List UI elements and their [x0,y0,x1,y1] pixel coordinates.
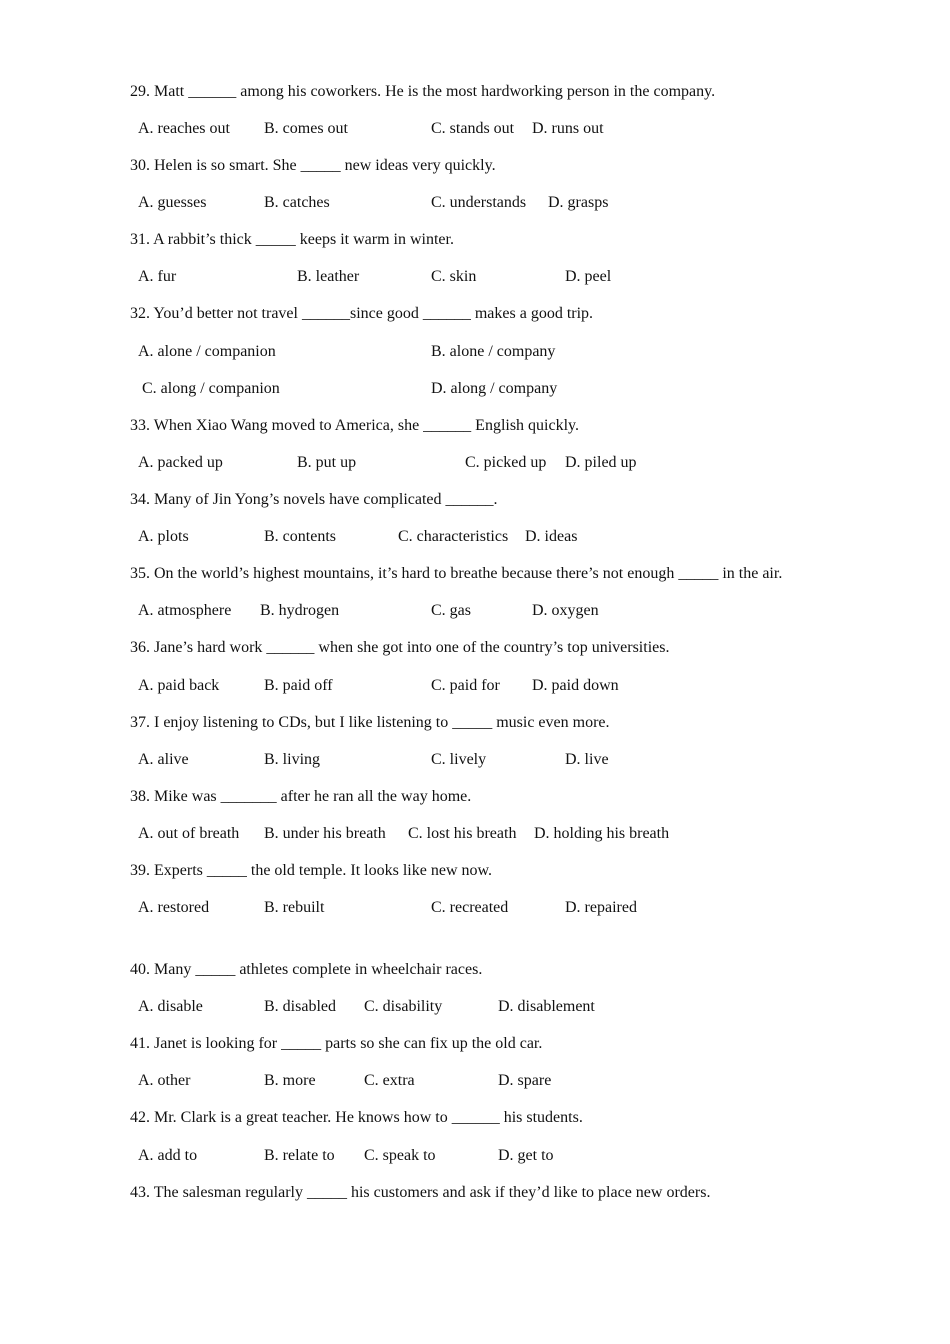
question-41: 41. Janet is looking for _____ parts so she can fix up the old car. [130,1035,543,1052]
option-32-a: A. alone / companion [138,343,276,360]
question-31: 31. A rabbit’s thick _____ keeps it warm in winter. [130,231,454,248]
option-34-b: B. contents [264,528,336,545]
question-37: 37. I enjoy listening to CDs, but I like listening to _____ music even more. [130,714,610,731]
option-29-c: C. stands out [431,120,515,137]
option-39-d: D. repaired [565,899,637,916]
option-30-a: A. guesses [138,194,207,211]
option-33-a: A. packed up [138,454,223,471]
question-32: 32. You’d better not travel ______since good ______ makes a good trip. [130,305,594,322]
option-34-c: C. characteristics [398,528,509,545]
option-31-c: C. skin [431,268,477,285]
option-42-b: B. relate to [264,1147,335,1164]
option-40-b: B. disabled [264,998,336,1015]
option-41-c: C. extra [364,1072,415,1089]
question-40: 40. Many _____ athletes complete in wheelchair races. [130,961,483,978]
question-38: 38. Mike was _______ after he ran all the way home. [130,788,472,805]
option-29-d: D. runs out [532,120,604,137]
option-38-d: D. holding his breath [534,825,670,842]
question-30: 30. Helen is so smart. She _____ new ideas very quickly. [130,157,496,174]
option-33-d: D. piled up [565,454,637,471]
option-35-c: C. gas [431,602,471,619]
option-36-c: C. paid for [431,677,500,694]
option-31-a: A. fur [138,268,177,285]
option-36-a: A. paid back [138,677,220,694]
option-36-b: B. paid off [264,677,333,694]
option-42-d: D. get to [498,1147,554,1164]
option-35-d: D. oxygen [532,602,599,619]
question-34: 34. Many of Jin Yong’s novels have complicated ______. [130,491,498,508]
option-39-a: A. restored [138,899,210,916]
question-39: 39. Experts _____ the old temple. It looks like new now. [130,862,493,879]
option-37-b: B. living [264,751,321,768]
option-32-b: B. alone / company [431,343,556,360]
question-42: 42. Mr. Clark is a great teacher. He knows how to ______ his students. [130,1109,583,1126]
option-37-d: D. live [565,751,609,768]
question-43: 43. The salesman regularly _____ his customers and ask if they’d like to place new orders. [130,1184,711,1201]
option-34-d: D. ideas [525,528,578,545]
option-35-a: A. atmosphere [138,602,232,619]
option-30-c: C. understands [431,194,527,211]
option-35-b: B. hydrogen [260,602,340,619]
option-36-d: D. paid down [532,677,619,694]
option-42-a: A. add to [138,1147,198,1164]
option-41-a: A. other [138,1072,191,1089]
option-37-c: C. lively [431,751,487,768]
question-35: 35. On the world’s highest mountains, it’s hard to breathe because there’s not enough _____ in the air. [130,565,783,582]
option-38-b: B. under his breath [264,825,386,842]
option-31-d: D. peel [565,268,612,285]
option-38-c: C. lost his breath [408,825,517,842]
question-29: 29. Matt ______ among his coworkers. He is the most hardworking person in the company. [130,83,716,100]
option-39-c: C. recreated [431,899,509,916]
option-32-c: C. along / companion [142,380,280,397]
option-41-b: B. more [264,1072,316,1089]
option-30-d: D. grasps [548,194,609,211]
option-41-d: D. spare [498,1072,552,1089]
option-33-c: C. picked up [465,454,547,471]
question-36: 36. Jane’s hard work ______ when she got into one of the country’s top universities. [130,639,670,656]
option-31-b: B. leather [297,268,360,285]
option-30-b: B. catches [264,194,330,211]
question-33: 33. When Xiao Wang moved to America, she ______ English quickly. [130,417,580,434]
option-38-a: A. out of breath [138,825,240,842]
option-40-a: A. disable [138,998,203,1015]
option-29-a: A. reaches out [138,120,230,137]
option-40-d: D. disablement [498,998,595,1015]
option-32-d: D. along / company [431,380,558,397]
option-39-b: B. rebuilt [264,899,325,916]
option-37-a: A. alive [138,751,189,768]
option-29-b: B. comes out [264,120,348,137]
option-34-a: A. plots [138,528,189,545]
option-33-b: B. put up [297,454,357,471]
option-42-c: C. speak to [364,1147,436,1164]
option-40-c: C. disability [364,998,443,1015]
